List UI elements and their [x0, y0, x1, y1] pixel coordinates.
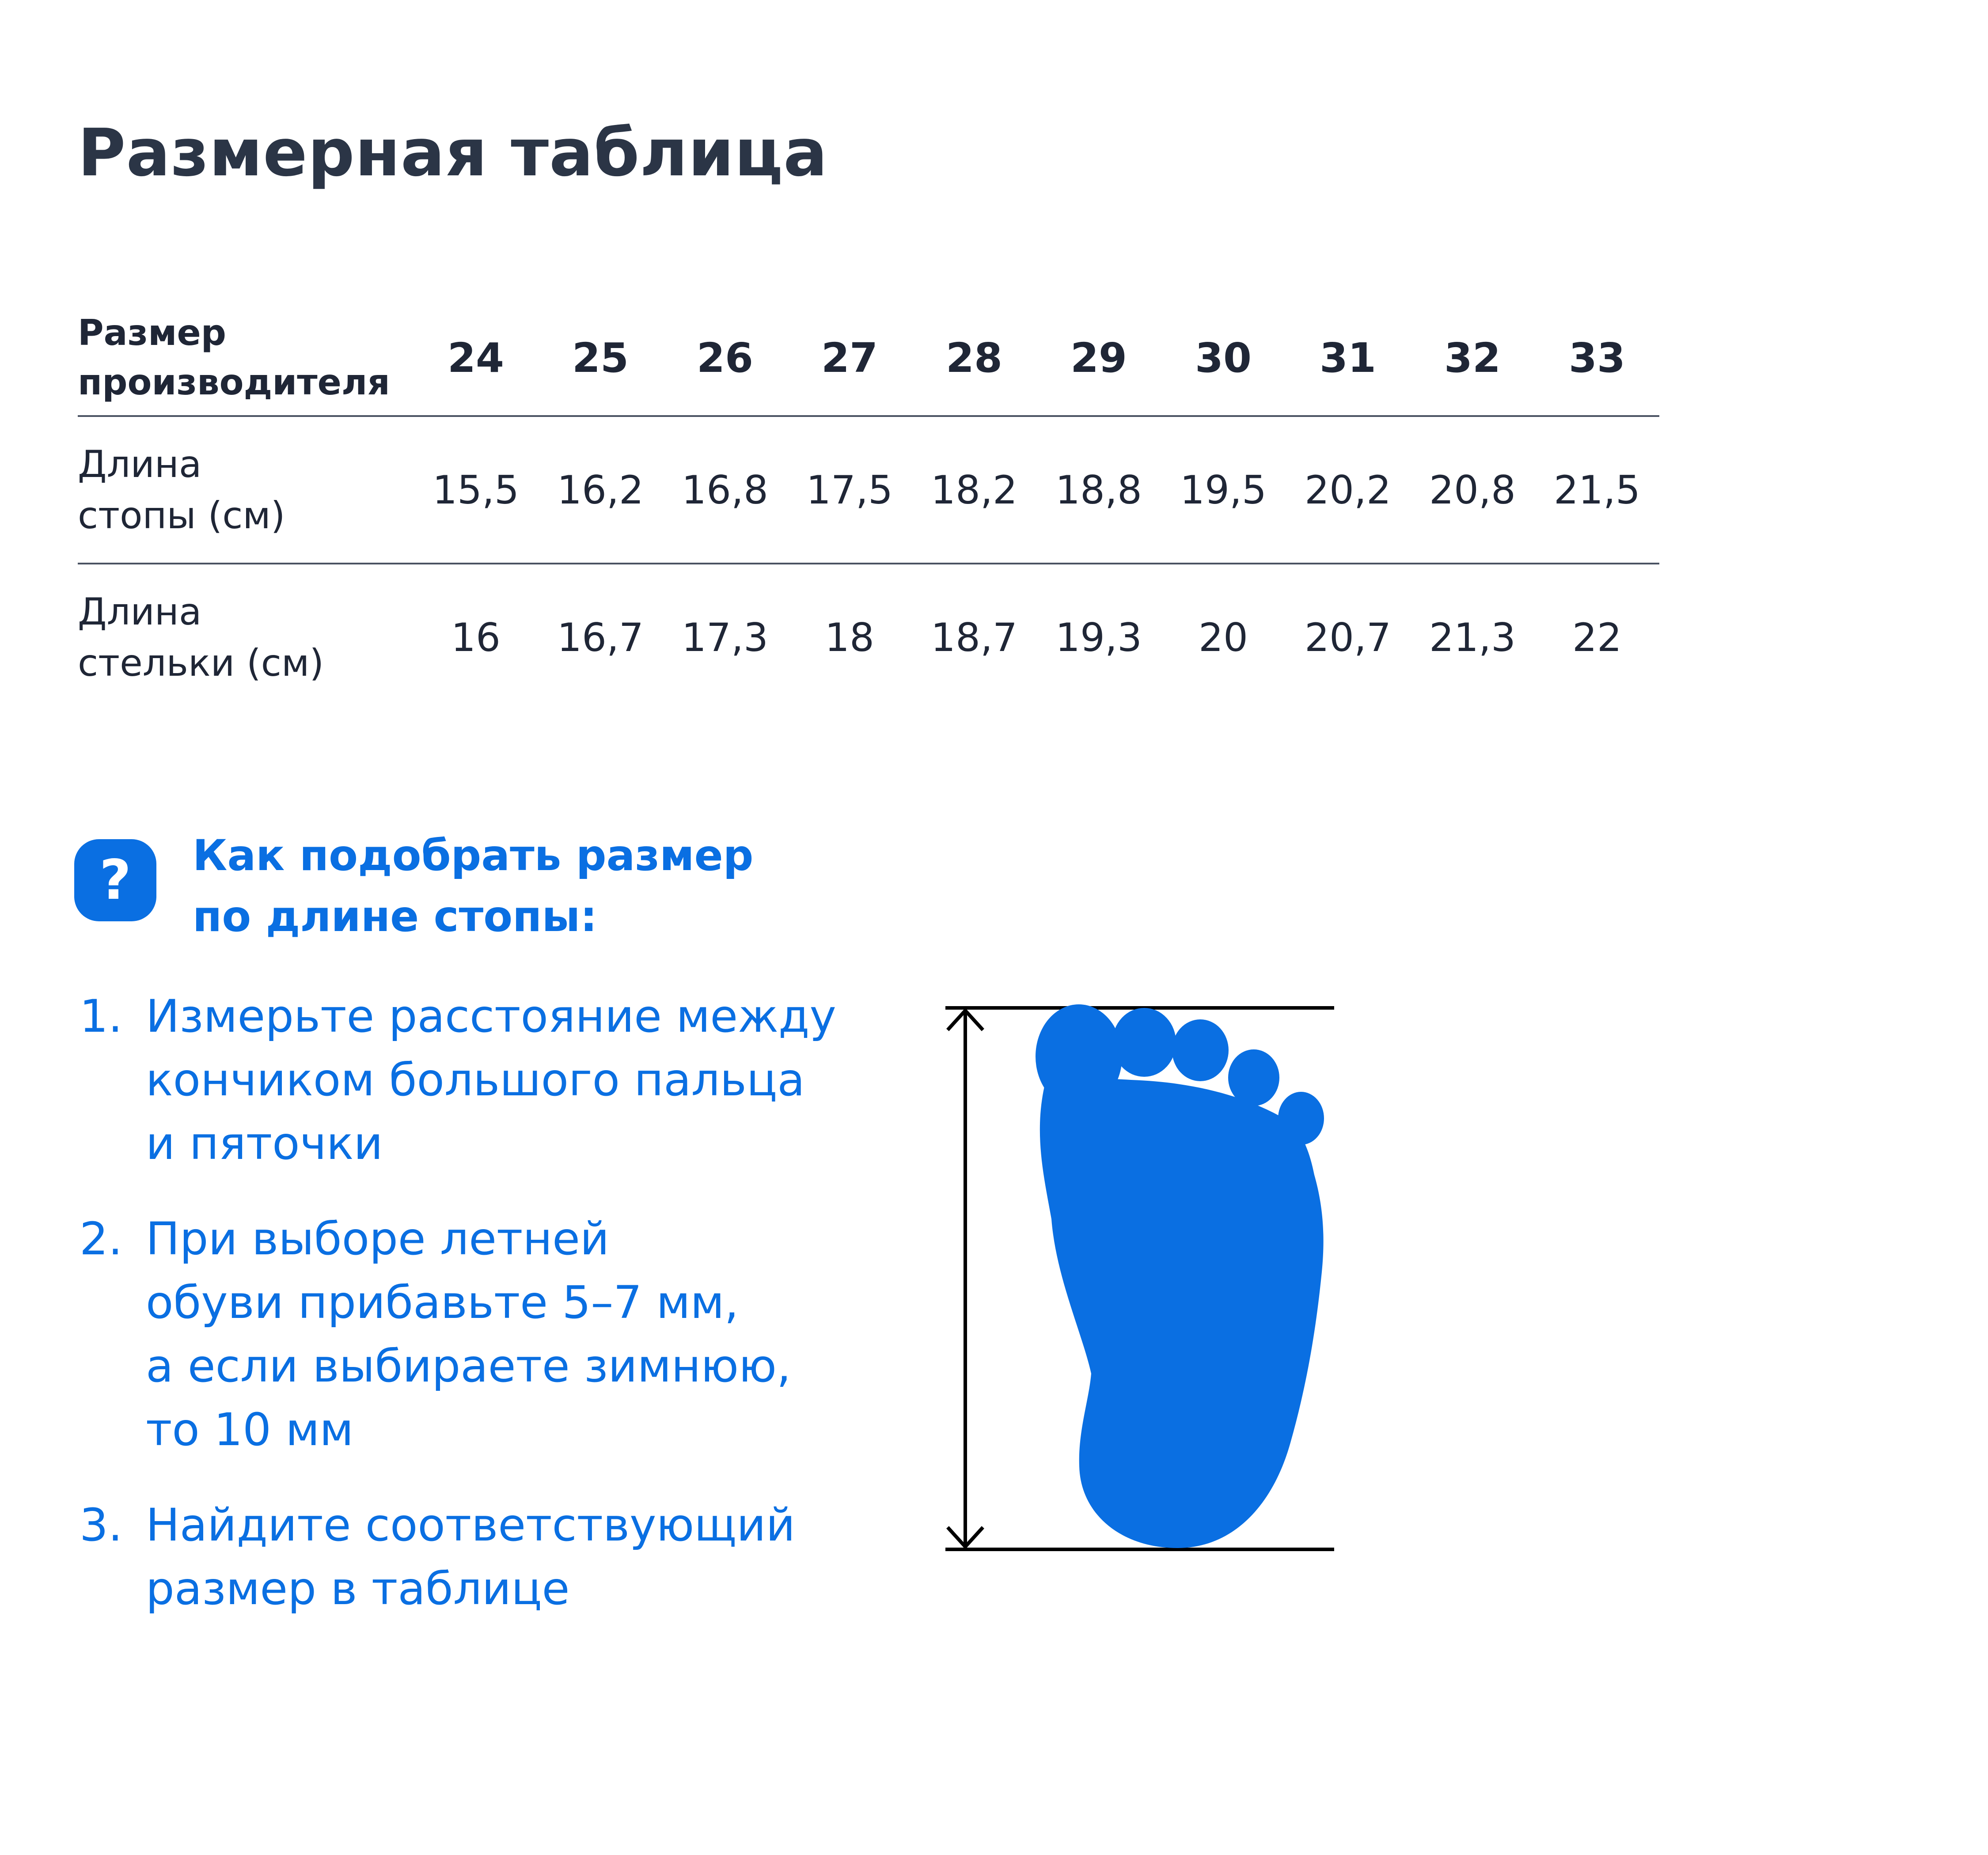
table-cell: 18,8: [1036, 416, 1161, 564]
row-label-line: стопы (см): [78, 494, 285, 537]
step-item: [80, 1208, 901, 1462]
size-cell: 25: [538, 300, 663, 416]
table-cell: 19,5: [1161, 416, 1286, 564]
help-heading: [193, 825, 753, 947]
step-text-line: и пяточки: [146, 1117, 383, 1170]
instruction-steps: [80, 985, 901, 1653]
table-cell: 16,2: [538, 416, 663, 564]
size-cell: 28: [912, 300, 1036, 416]
size-cell: 30: [1161, 300, 1286, 416]
header-label: [78, 300, 414, 416]
table-cell: 18,2: [912, 416, 1036, 564]
question-mark-icon: ?: [74, 839, 156, 921]
size-table: [78, 300, 1659, 710]
table-cell: 17,3: [682, 614, 768, 660]
row-label-line: стельки (см): [78, 641, 324, 685]
page-title: Размерная таблица: [78, 115, 828, 191]
row-label-line: Длина: [78, 443, 202, 486]
step-text-line: обуви прибавьте 5–7 мм,: [146, 1276, 739, 1329]
size-cell: 26: [663, 300, 787, 416]
size-cell: 29: [1036, 300, 1161, 416]
table-cell: 20,8: [1410, 416, 1535, 564]
header-label-line: Размер: [78, 312, 227, 353]
step-item: [80, 985, 901, 1176]
size-cell: 27: [787, 300, 912, 416]
step-number: 2.: [80, 1213, 123, 1265]
table-cell: 21,5: [1535, 416, 1659, 564]
table-cell: 16,7: [557, 614, 644, 660]
step-text-line: Измерьте расстояние между: [146, 990, 836, 1043]
help-heading-line: Как подобрать размер: [193, 831, 754, 880]
row-label-line: Длина: [78, 590, 202, 633]
help-heading-line: по длине стопы:: [193, 892, 597, 941]
step-item: [80, 1494, 901, 1621]
header-label-line: производителя: [78, 362, 390, 403]
size-cell: 31: [1286, 300, 1410, 416]
table-cell: 22: [1572, 614, 1622, 660]
table-row-insole-length: [78, 564, 1659, 710]
table-header-row: [78, 300, 1659, 416]
foot-measurement-illustration: [937, 989, 1343, 1564]
size-cell: 24: [414, 300, 538, 416]
table-cell: 18: [825, 614, 874, 660]
step-text-line: а если выбираете зимнюю,: [146, 1340, 791, 1393]
table-cell: 16,8: [663, 416, 787, 564]
size-cell: 32: [1410, 300, 1535, 416]
table-cell: 20,2: [1286, 416, 1410, 564]
table-cell: 19,3: [1055, 614, 1142, 660]
size-cell: 33: [1535, 300, 1659, 416]
row-label: [78, 564, 414, 710]
table-cell: 21,3: [1429, 614, 1516, 660]
table-cell: 18,7: [931, 614, 1017, 660]
step-text-line: размер в таблице: [146, 1563, 570, 1615]
step-number: 1.: [80, 990, 123, 1043]
table-row-foot-length: [78, 416, 1659, 564]
row-label: [78, 416, 414, 564]
table-cell: 20: [1199, 614, 1248, 660]
step-text-line: кончиком большого пальца: [146, 1054, 805, 1106]
step-number: 3.: [80, 1499, 123, 1552]
step-text-line: то 10 мм: [146, 1404, 354, 1456]
table-cell: 16: [451, 614, 501, 660]
step-text-line: Найдите соответствующий: [146, 1499, 795, 1552]
step-text-line: При выборе летней: [146, 1213, 610, 1265]
table-cell: 20,7: [1305, 614, 1391, 660]
table-cell: 17,5: [787, 416, 912, 564]
foot-icon: [1036, 1004, 1324, 1548]
table-cell: 15,5: [414, 416, 538, 564]
